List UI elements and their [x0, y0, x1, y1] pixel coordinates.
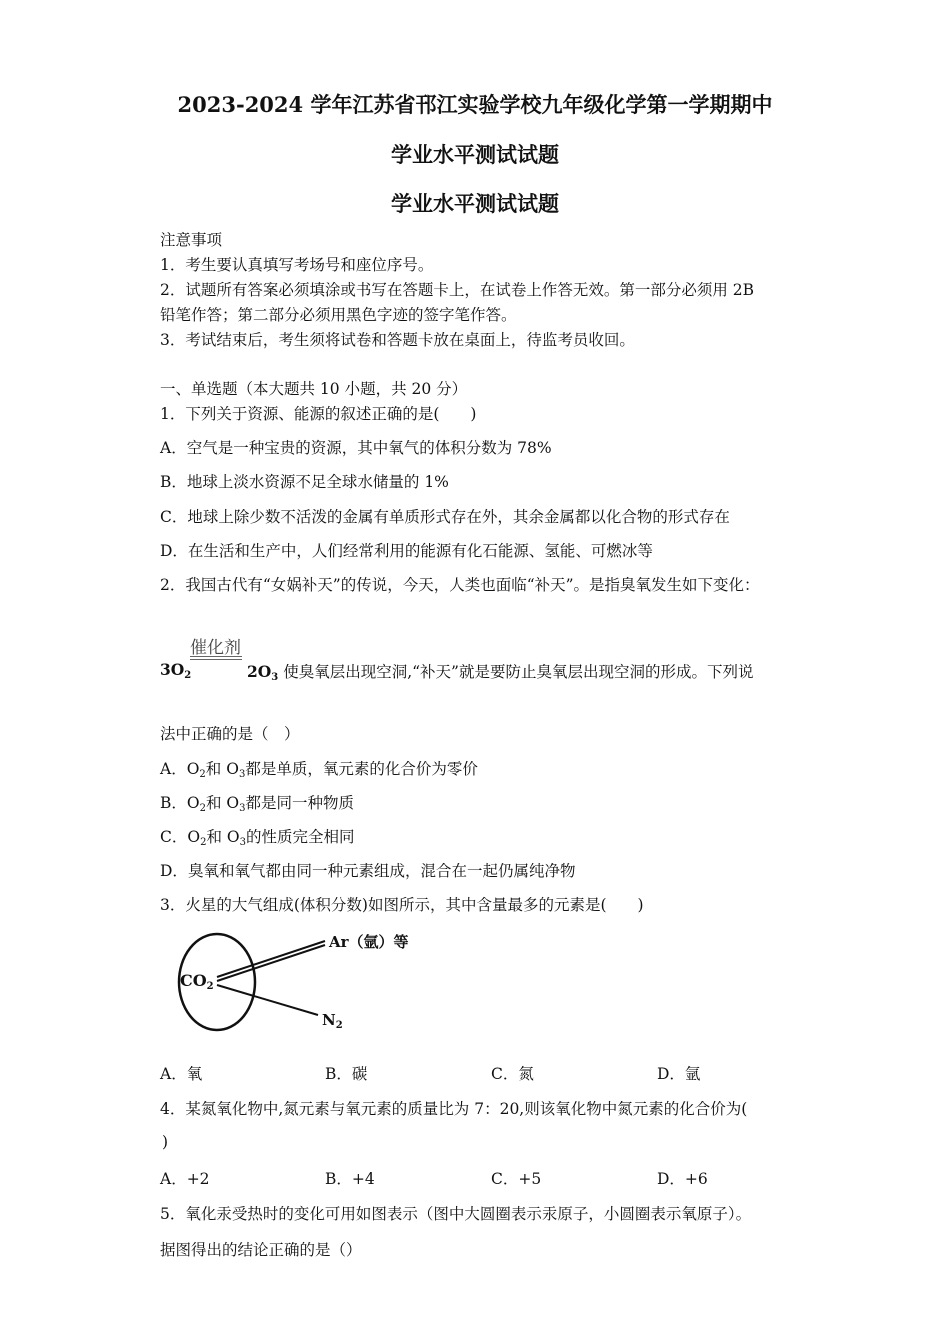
diagram-pointer-line: [217, 945, 325, 981]
question-3-option-d: D．氩: [657, 1065, 701, 1083]
notice-item: 1．考生要认真填写考场号和座位序号。: [160, 256, 434, 274]
question-3-option-c: C．氮: [491, 1065, 534, 1083]
question-2-option-b: B．$O_2$和 $O_3$都是同一种物质: [160, 794, 355, 814]
question-4-option-d: D．+6: [657, 1170, 708, 1188]
question-4-stem-cont: ): [162, 1133, 169, 1151]
mars-atmosphere-diagram: [170, 925, 430, 1040]
question-4-option-b: B．+4: [325, 1170, 375, 1188]
question-1-option-d: D．在生活和生产中，人们经常利用的能源有化石能源、氢能、可燃冰等: [160, 542, 653, 560]
diagram-pointer-line: [217, 941, 325, 977]
question-2-stem: 2．我国古代有“女娲补天”的传说，今天，人类也面临“补天”。是指臭氧发生如下变化：: [160, 576, 760, 594]
question-1-option-c: C．地球上除少数不活泼的金属有单质形式存在外，其余金属都以化合物的形式存在: [160, 508, 730, 526]
question-2-stem-cont: 法中正确的是（ ）: [160, 725, 300, 743]
question-5-stem: 5．氧化汞受热时的变化可用如图表示（图中大圆圈表示汞原子，小圆圈表示氧原子）。: [160, 1205, 752, 1223]
notice-item: 2．试题所有答案必须填涂或书写在答题卡上，在试卷上作答无效。第一部分必须用 2B: [160, 281, 755, 299]
diagram-pointer-line: [217, 985, 318, 1015]
exam-title-line2: 学业水平测试试题: [391, 142, 559, 167]
question-1-option-a: A．空气是一种宝贵的资源，其中氧气的体积分数为 78%: [160, 439, 552, 457]
notice-item: 铅笔作答；第二部分必须用黑色字迹的签字笔作答。: [160, 306, 517, 324]
equation-product: $2O_3$: [247, 662, 279, 683]
question-1-stem: 1．下列关于资源、能源的叙述正确的是( ): [160, 405, 477, 423]
diagram-n2-label: $N_2$: [322, 1011, 343, 1031]
question-3-option-b: B．碳: [325, 1065, 368, 1083]
equation-arrow-line: [190, 656, 242, 657]
diagram-ar-label: Ar（氩）等: [329, 933, 409, 951]
exam-title-line1: 2023-2024 学年江苏省邗江实验学校九年级化学第一学期期中: [177, 92, 773, 117]
question-4-stem: 4．某氮氧化物中,氮元素与氧元素的质量比为 7：20,则该氧化物中氮元素的化合价为(: [160, 1100, 748, 1118]
section-heading: 一、单选题（本大题共 10 小题，共 20 分）: [160, 380, 468, 398]
question-2-option-a: A．$O_2$和 $O_3$都是单质，氧元素的化合价为零价: [160, 760, 478, 780]
diagram-co2-label: CO2: [180, 971, 214, 992]
notice-item: 3．考试结束后，考生须将试卷和答题卡放在桌面上，待监考员收回。: [160, 331, 635, 349]
question-2-option-c: C．$O_2$和 $O_3$的性质完全相同: [160, 828, 355, 848]
question-3-option-a: A．氧: [160, 1065, 203, 1083]
equation-reactant: $3O_2$: [160, 660, 192, 681]
question-5-stem-cont: 据图得出的结论正确的是（）: [160, 1241, 362, 1259]
catalyst-label: 催化剂: [190, 638, 241, 658]
notice-heading: 注意事项: [160, 231, 223, 249]
exam-title-line3: 学业水平测试试题: [391, 191, 559, 216]
question-3-stem: 3．火星的大气组成(体积分数)如图所示，其中含量最多的元素是( ): [160, 896, 644, 914]
question-4-option-a: A．+2: [160, 1170, 210, 1188]
question-2-option-d: D．臭氧和氧气都由同一种元素组成，混合在一起仍属纯净物: [160, 862, 576, 880]
equation-rest: $2O_3$ 使臭氧层出现空洞,“补天”就是要防止臭氧层出现空洞的形成。下列说: [247, 662, 754, 683]
question-4-option-c: C．+5: [491, 1170, 542, 1188]
equation-arrow-line: [190, 659, 242, 660]
question-1-option-b: B．地球上淡水资源不足全球水储量的 1%: [160, 473, 449, 491]
